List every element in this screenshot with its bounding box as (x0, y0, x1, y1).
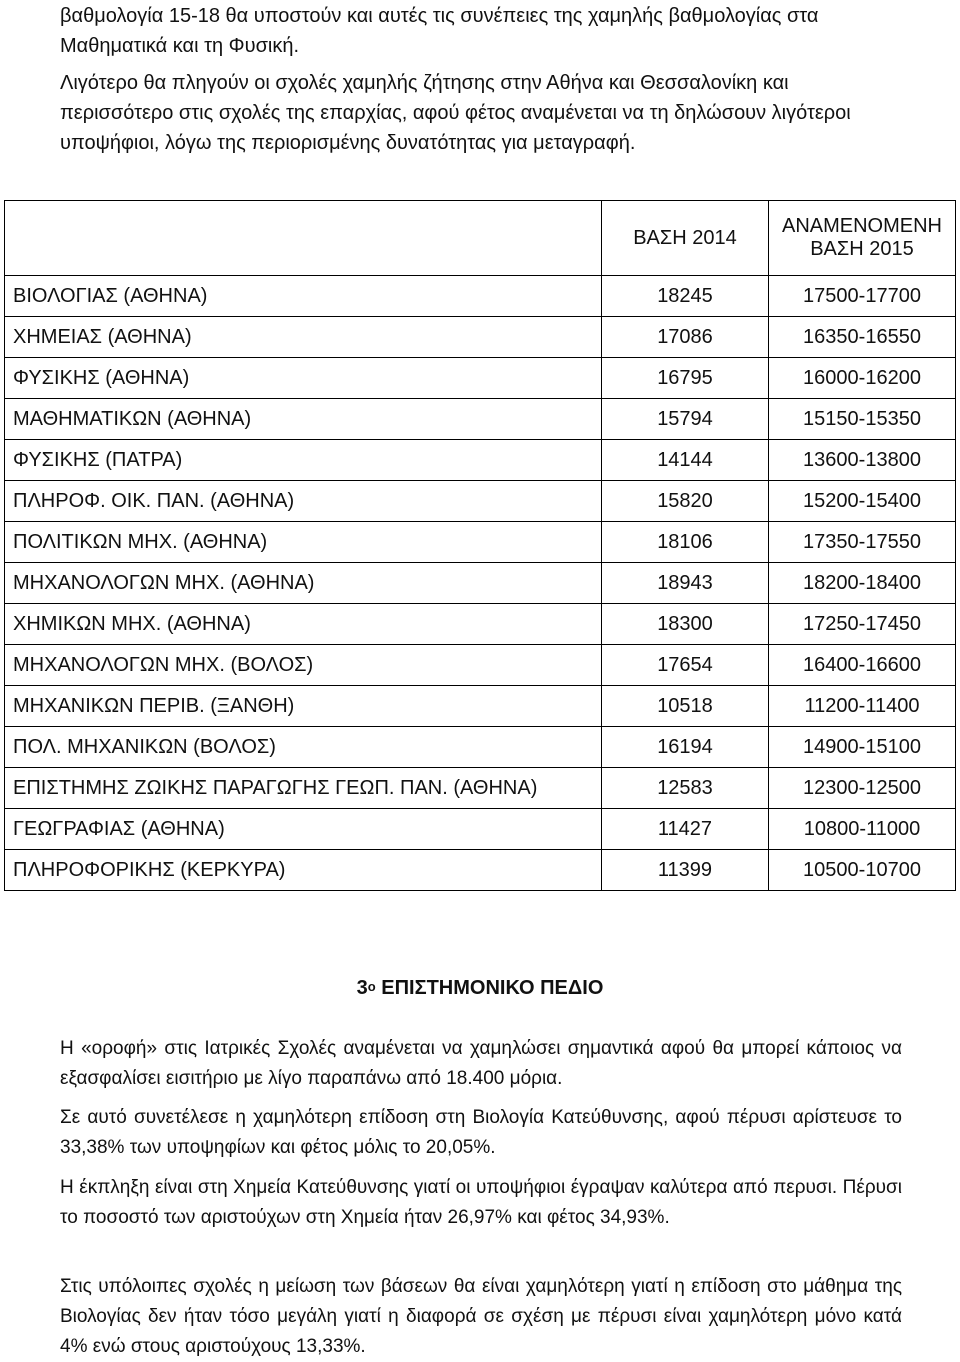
expected-base-2015-cell: 16000-16200 (769, 358, 956, 399)
intro-paragraph-2: Λιγότερο θα πληγούν οι σχολές χαμηλής ζήτησης στην Αθήνα και Θεσσαλονίκη και περισσότερο στις σχολές της επαρχίας, αφού φέτος αναμένεται να τη δηλώσουν λιγότεροι υποψήφιοι, λόγω της περιορισμένης δυνατότητας για μεταγραφή. (60, 72, 851, 154)
expected-base-2015-cell: 10500-10700 (769, 850, 956, 891)
table-row (5, 358, 956, 399)
expected-base-2015-cell: 16400-16600 (769, 645, 956, 686)
header-expected-line-1: ΑΝΑΜΕΝΟΜΕΝΗ (781, 215, 942, 237)
base-2014-cell: 15820 (602, 481, 769, 522)
body-paragraph-2: Σε αυτό συνετέλεσε η χαμηλότερη επίδοση στη Βιολογία Κατεύθυνσης, αφού πέρυσι αρίστευσε το 33,38% των υποψηφίων και φέτος μόλις το 20,05%. (60, 1107, 902, 1158)
school-name-cell: ΠΛΗΡΟΦ. ΟΙΚ. ΠΑΝ. (ΑΘΗΝΑ) (5, 481, 602, 522)
school-name-cell: ΜΑΘΗΜΑΤΙΚΩΝ (ΑΘΗΝΑ) (5, 399, 602, 440)
body-paragraph-4: Στις υπόλοιπες σχολές η μείωση των βάσεων θα είναι χαμηλότερη γιατί η επίδοση στο μάθημα της Βιολογίας δεν ήταν τόσο μεγάλη γιατί η διαφορά σε σχέση με πέρυσι είναι χαμηλότερη μόνο κατά 4% ενώ στους αριστούχους 13,33%. (60, 1276, 902, 1357)
expected-base-2015-cell: 17500-17700 (769, 276, 956, 317)
intro-paragraph-1: βαθμολογία 15-18 θα υποστούν και αυτές τις συνέπειες της χαμηλής βαθμολογίας στα Μαθηματικά και τη Φυσική. (60, 5, 819, 57)
table-header-row (5, 201, 956, 276)
base-2014-cell: 11427 (602, 809, 769, 850)
table-row (5, 276, 956, 317)
header-expected-base-2015 (769, 201, 956, 276)
school-name-cell: ΜΗΧΑΝΟΛΟΓΩΝ ΜΗΧ. (ΒΟΛΟΣ) (5, 645, 602, 686)
base-2014-cell: 12583 (602, 768, 769, 809)
body-paragraph-3: Η έκπληξη είναι στη Χημεία Κατεύθυνσης γιατί οι υποψήφιοι έγραψαν καλύτερα από περυσι. Πέρυσι το ποσοστό των αριστούχων στη Χημεία ήταν 26,97% και φέτος 34,93%. (60, 1177, 902, 1228)
table-row (5, 850, 956, 891)
expected-base-2015-cell: 12300-12500 (769, 768, 956, 809)
base-2014-cell: 16795 (602, 358, 769, 399)
expected-base-2015-cell: 14900-15100 (769, 727, 956, 768)
expected-base-2015-cell: 13600-13800 (769, 440, 956, 481)
school-name-cell: ΧΗΜΙΚΩΝ ΜΗΧ. (ΑΘΗΝΑ) (5, 604, 602, 645)
table-row (5, 768, 956, 809)
table-row (5, 317, 956, 358)
school-name-cell: ΜΗΧΑΝΟΛΟΓΩΝ ΜΗΧ. (ΑΘΗΝΑ) (5, 563, 602, 604)
table-row (5, 481, 956, 522)
section-number: 3 (356, 977, 368, 999)
base-2014-cell: 15794 (602, 399, 769, 440)
expected-base-2015-cell: 15200-15400 (769, 481, 956, 522)
body-paragraph-1: Η «οροφή» στις Ιατρικές Σχολές αναμένεται να χαμηλώσει σημαντικά αφού θα μπορεί κάποιος να εξασφαλίσει εισιτήριο με λίγο παραπάνω από 18.400 μόρια. (60, 1038, 902, 1089)
table-row (5, 563, 956, 604)
expected-base-2015-cell: 16350-16550 (769, 317, 956, 358)
school-name-cell: ΓΕΩΓΡΑΦΙΑΣ (ΑΘΗΝΑ) (5, 809, 602, 850)
base-2014-cell: 10518 (602, 686, 769, 727)
header-base-2014: ΒΑΣΗ 2014 (602, 201, 769, 276)
expected-base-2015-cell: 10800-11000 (769, 809, 956, 850)
school-name-cell: ΠΟΛ. ΜΗΧΑΝΙΚΩΝ (ΒΟΛΟΣ) (5, 727, 602, 768)
school-name-cell: ΕΠΙΣΤΗΜΗΣ ΖΩΙΚΗΣ ΠΑΡΑΓΩΓΗΣ ΓΕΩΠ. ΠΑΝ. (ΑΘΗΝΑ) (5, 768, 602, 809)
school-name-cell: ΠΟΛΙΤΙΚΩΝ ΜΗΧ. (ΑΘΗΝΑ) (5, 522, 602, 563)
expected-base-2015-cell: 17250-17450 (769, 604, 956, 645)
header-expected-line-2: ΒΑΣΗ 2015 (810, 238, 914, 260)
base-2014-cell: 17654 (602, 645, 769, 686)
base-2014-cell: 18943 (602, 563, 769, 604)
table-row (5, 399, 956, 440)
base-2014-cell: 14144 (602, 440, 769, 481)
school-name-cell: ΦΥΣΙΚΗΣ (ΑΘΗΝΑ) (5, 358, 602, 399)
expected-base-2015-cell: 15150-15350 (769, 399, 956, 440)
section-heading (0, 974, 960, 1004)
section-ordinal-suffix: ο (367, 979, 376, 994)
expected-base-2015-cell: 17350-17550 (769, 522, 956, 563)
base-2014-cell: 16194 (602, 727, 769, 768)
base-2014-cell: 18245 (602, 276, 769, 317)
base-2014-cell: 18300 (602, 604, 769, 645)
table-row (5, 645, 956, 686)
table-row (5, 440, 956, 481)
table-row (5, 522, 956, 563)
base-2014-cell: 11399 (602, 850, 769, 891)
table-row (5, 809, 956, 850)
expected-base-2015-cell: 11200-11400 (769, 686, 956, 727)
school-name-cell: ΦΥΣΙΚΗΣ (ΠΑΤΡΑ) (5, 440, 602, 481)
school-name-cell: ΠΛΗΡΟΦΟΡΙΚΗΣ (ΚΕΡΚΥΡΑ) (5, 850, 602, 891)
school-name-cell: ΜΗΧΑΝΙΚΩΝ ΠΕΡΙΒ. (ΞΑΝΘΗ) (5, 686, 602, 727)
table-row (5, 686, 956, 727)
header-school-cell (5, 201, 602, 276)
table-row (5, 727, 956, 768)
expected-base-2015-cell: 18200-18400 (769, 563, 956, 604)
school-name-cell: ΒΙΟΛΟΓΙΑΣ (ΑΘΗΝΑ) (5, 276, 602, 317)
base-2014-cell: 17086 (602, 317, 769, 358)
section-title: ΕΠΙΣΤΗΜΟΝΙΚΟ ΠΕΔΙΟ (381, 977, 604, 999)
admission-bases-table (4, 200, 956, 891)
table-row (5, 604, 956, 645)
base-2014-cell: 18106 (602, 522, 769, 563)
school-name-cell: ΧΗΜΕΙΑΣ (ΑΘΗΝΑ) (5, 317, 602, 358)
